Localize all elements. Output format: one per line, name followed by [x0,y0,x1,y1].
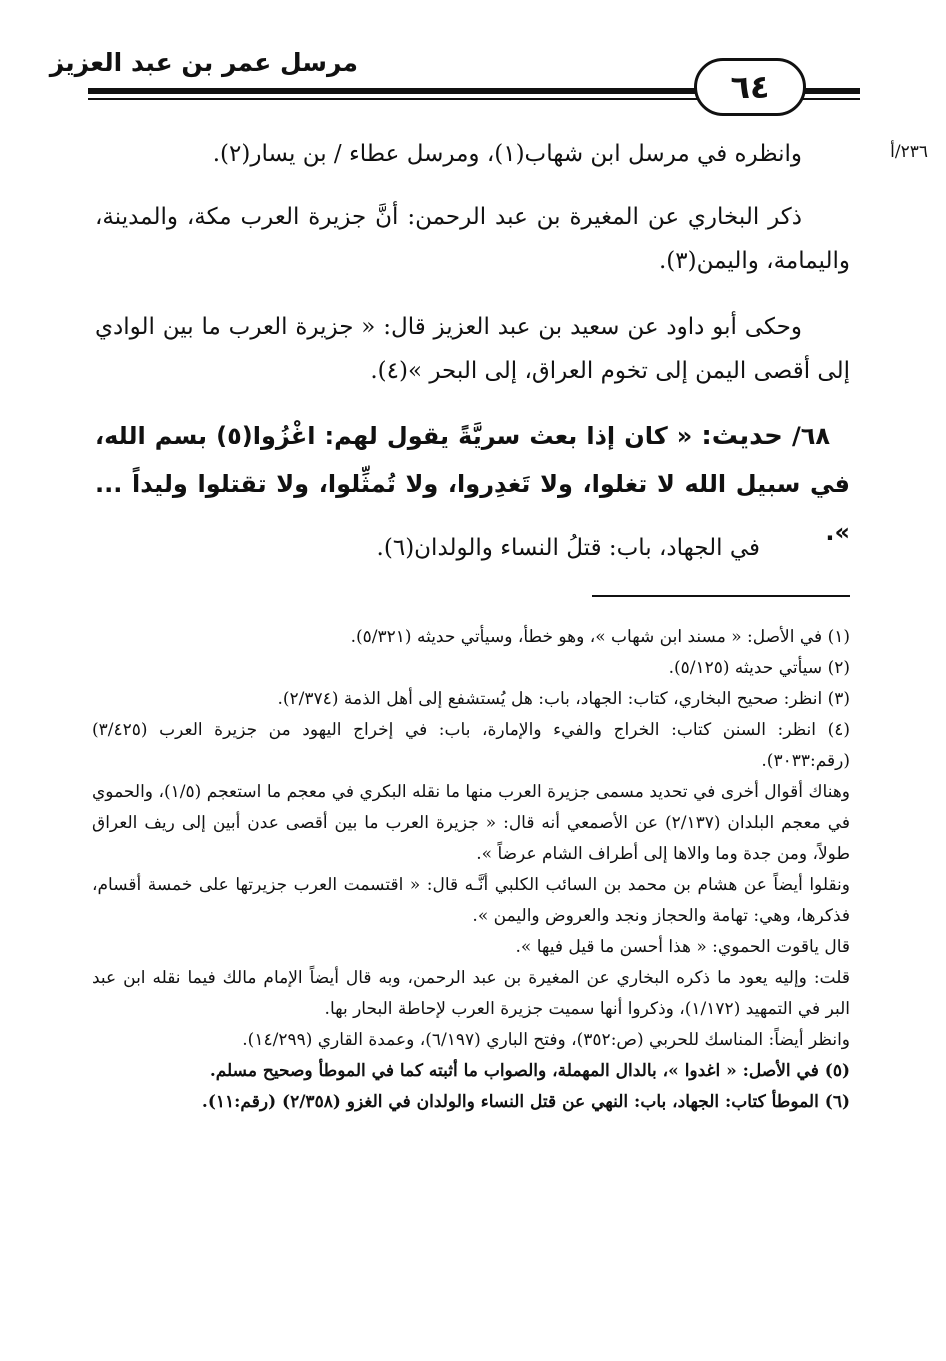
hadith-text: « كان إذا بعث سريَّةً يقول لهم: اغْزُوا(٥) بسم الله، في سبيل الله لا تغلوا، ولا تَغدِروا، ولا تُمثِّلوا، ولا تقتلوا وليداً ... ». [95,422,850,546]
hadith-source-text: في الجهاد، باب: قتلُ النساء والولدان(٦). [376,535,760,561]
footnote-4-continued-a: وهناك أقوال أخرى في تحديد مسمى جزيرة العرب منها ما نقله البكري في معجم ما استعجم (١/٥)، والحموي في معجم البلدان (٢/١٣٧) عن الأصمعي أنه قال: « جزيرة العرب ما بين أقصى عدن أبين إلى ريف العراق طولاً، ومن جدة وما والاها إلى أطراف الشام عرضاً ». [92,782,851,864]
running-title: مرسل عمر بن عبد العزيز [49,48,358,77]
footnotes [92,622,850,1118]
page-number-badge [694,58,806,116]
hadith-number: ٦٨/ [791,422,831,450]
footnote-4: (٤) انظر: السنن كتاب: الخراج والفيء والإمارة، باب: في إخراج اليهود من جزيرة العرب (٣/٤٢٥) (رقم:٣٠٣٣). [92,720,850,771]
footnote-6: (٦) الموطأ كتاب: الجهاد، باب: النهي عن قتل النساء والولدان في الغزو (٢/٣٥٨) (رقم:١١). [201,1092,850,1112]
footnote-4-continued-b: ونقلوا أيضاً عن هشام بن محمد بن السائب الكلبي أنَّـه قال: « اقتسمت العرب جزيرتها على خمسة أقسام، فذكرها، وهي: تهامة والحجاز ونجد والعروض واليمن ». [92,875,850,926]
footnote-4-continued-d: قلت: وإليه يعود ما ذكره البخاري عن المغيرة بن عبد الرحمن، وبه قال أيضاً الإمام مالك فيما نقله ابن عبد البر في التمهيد (١/١٧٢)، وذكروا أنها سميت جزيرة العرب لإحاطة البحار بها. [92,968,850,1019]
footnote-5: (٥) في الأصل: « اغدوا »، بالدال المهملة، والصواب ما أثبته كما في الموطأ وصحيح مسلم. [209,1061,850,1081]
hadith-label: حديث: [701,421,783,451]
footnote-1: (١) في الأصل: « مسند ابن شهاب »، وهو خطأ، وسيأتي حديثه (٥/٣٢١). [350,627,850,647]
footnote-4-continued-e: وانظر أيضاً: المناسك للحربي (ص:٣٥٢)، وفتح الباري (٦/١٩٧)، وعمدة القاري (١٤/٢٩٩). [242,1030,850,1050]
paragraph-2 [95,195,850,283]
footnote-3: (٣) انظر: صحيح البخاري، كتاب: الجهاد، باب: هل يُستشفع إلى أهل الذمة (٢/٣٧٤). [277,689,850,709]
footnote-2: (٢) سيأتي حديثه (٥/١٢٥). [668,658,850,678]
footnote-separator [592,595,850,597]
paragraph-3-text: وحكى أبو داود عن سعيد بن عبد العزيز قال: « جزيرة العرب ما بين الوادي إلى أقصى اليمن إلى تخوم العراق، إلى البحر »(٤). [95,314,850,384]
page-number: ٦٤ [730,68,770,106]
paragraph-2-text: ذكر البخاري عن المغيرة بن عبد الرحمن: أنَّ جزيرة العرب مكة، والمدينة، واليمامة، واليمن(٣). [95,204,850,274]
paragraph-1 [95,132,850,176]
footnote-4-continued-c: قال ياقوت الحموي: « هذا أحسن ما قيل فيها ». [515,937,850,957]
manuscript-folio-note: ٢٣٦/أ [890,142,928,162]
paragraph-1-text: وانظره في مرسل ابن شهاب(١)، ومرسل عطاء / بن يسار(٢). [212,141,802,167]
paragraph-3 [95,305,850,393]
hadith-source [95,526,850,570]
